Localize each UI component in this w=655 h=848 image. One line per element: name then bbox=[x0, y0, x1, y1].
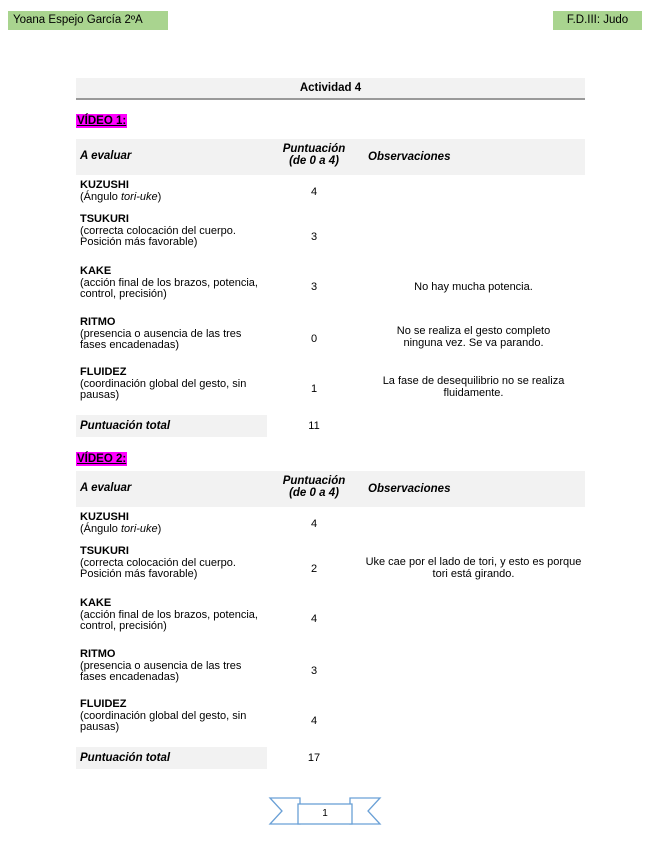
criterion-desc: (presencia o ausencia de las tres fases encadenadas) bbox=[80, 327, 242, 351]
criterion-name: KUZUSHI bbox=[80, 511, 129, 523]
video-1-label: VÍDEO 1: bbox=[77, 115, 127, 127]
criterion-name: KUZUSHI bbox=[80, 179, 129, 191]
score-cell: 3 bbox=[310, 281, 318, 293]
page-number-ribbon bbox=[268, 796, 382, 833]
criterion-desc: (coordinación global del gesto, sin pausas) bbox=[80, 709, 247, 733]
criterion-name: FLUIDEZ bbox=[80, 698, 127, 710]
criterion-name: TSUKURI bbox=[80, 213, 129, 225]
criterion-name: RITMO bbox=[80, 648, 116, 660]
page-number: 1 bbox=[322, 808, 328, 819]
score-cell: 3 bbox=[310, 665, 318, 677]
total-label: Puntuación total bbox=[76, 415, 267, 437]
criterion-cell bbox=[76, 367, 266, 402]
notes-cell: La fase de desequilibrio no se realiza fluidamente. bbox=[382, 375, 565, 399]
score-cell: 4 bbox=[310, 518, 318, 530]
score-cell: 3 bbox=[310, 231, 318, 243]
criterion-desc: (Ángulo tori-uke) bbox=[80, 522, 162, 535]
criterion-desc: (acción final de los brazos, potencia, control, precisión) bbox=[80, 608, 258, 632]
criterion-cell bbox=[76, 546, 266, 581]
total-score: 17 bbox=[307, 752, 321, 764]
criterion-name: TSUKURI bbox=[80, 545, 129, 557]
criterion-cell bbox=[76, 317, 266, 352]
criterion-cell bbox=[76, 598, 266, 633]
video-2-label: VÍDEO 2: bbox=[77, 453, 127, 465]
score-cell: 4 bbox=[310, 715, 318, 727]
criterion-name: RITMO bbox=[80, 316, 116, 328]
criterion-cell bbox=[76, 214, 266, 249]
notes-cell: Uke cae por el lado de tori, y esto es porque tori está girando. bbox=[365, 556, 582, 580]
total-score: 11 bbox=[308, 420, 320, 432]
criterion-name: FLUIDEZ bbox=[80, 366, 127, 378]
criterion-desc: (presencia o ausencia de las tres fases encadenadas) bbox=[80, 659, 242, 683]
notes-cell: No se realiza el gesto completo ninguna vez. Se va parando. bbox=[396, 325, 551, 349]
criterion-cell bbox=[76, 180, 266, 203]
col-notes-header: Observaciones bbox=[368, 151, 451, 163]
col-score-header: Puntuación (de 0 a 4) bbox=[282, 475, 346, 499]
criterion-desc: (Ángulo tori-uke) bbox=[80, 190, 162, 203]
col-criterion-header: A evaluar bbox=[80, 482, 132, 494]
score-cell: 0 bbox=[310, 333, 318, 345]
score-cell: 4 bbox=[310, 613, 318, 625]
table-header-row bbox=[76, 471, 585, 507]
criterion-cell bbox=[76, 512, 266, 535]
criterion-desc: (correcta colocación del cuerpo. Posición más favorable) bbox=[80, 556, 236, 580]
col-notes-header: Observaciones bbox=[368, 483, 451, 495]
criterion-desc: (acción final de los brazos, potencia, control, precisión) bbox=[80, 276, 258, 300]
total-label: Puntuación total bbox=[76, 747, 267, 769]
criterion-name: KAKE bbox=[80, 597, 112, 609]
criterion-cell bbox=[76, 649, 266, 684]
author-header: Yoana Espejo García 2ºA bbox=[8, 11, 168, 30]
criterion-cell bbox=[76, 266, 266, 301]
col-criterion-header: A evaluar bbox=[80, 150, 132, 162]
table-header-row bbox=[76, 139, 585, 175]
notes-cell: No hay mucha potencia. bbox=[414, 281, 533, 293]
course-header: F.D.III: Judo bbox=[553, 11, 642, 30]
criterion-desc: (correcta colocación del cuerpo. Posición más favorable) bbox=[80, 224, 236, 248]
page-title: Actividad 4 bbox=[76, 78, 585, 100]
criterion-desc: (coordinación global del gesto, sin pausas) bbox=[80, 377, 247, 401]
score-cell: 1 bbox=[310, 383, 318, 395]
col-score-header: Puntuación (de 0 a 4) bbox=[282, 143, 346, 167]
criterion-cell bbox=[76, 699, 266, 734]
score-cell: 4 bbox=[310, 186, 318, 198]
criterion-name: KAKE bbox=[80, 265, 112, 277]
score-cell: 2 bbox=[310, 563, 318, 575]
